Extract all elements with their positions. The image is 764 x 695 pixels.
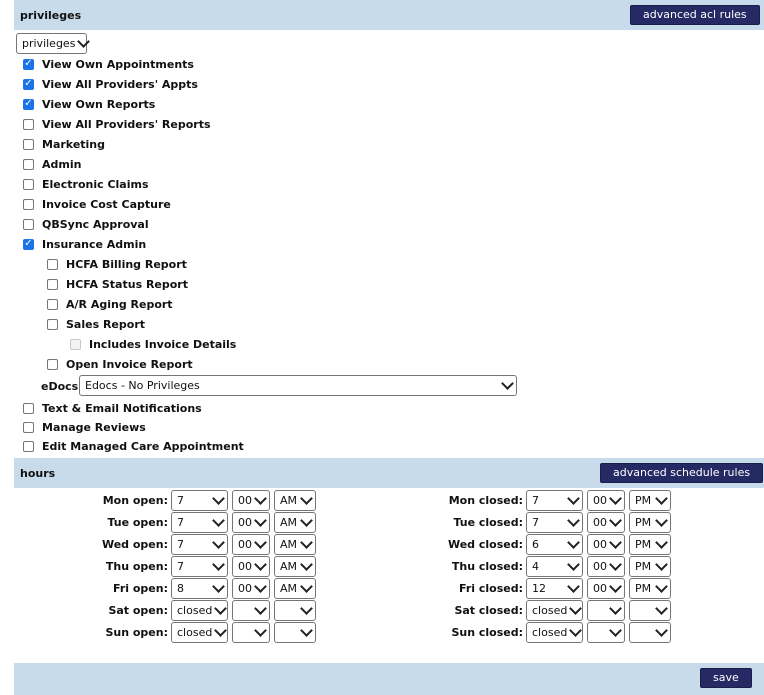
closed-ampm-select[interactable] <box>629 578 671 599</box>
chevron-down-icon <box>300 558 313 571</box>
checkbox[interactable] <box>47 279 58 290</box>
checkbox-label: View Own Appointments <box>42 57 194 71</box>
chevron-down-icon <box>212 536 225 549</box>
privilege-checkbox-row <box>23 438 244 454</box>
chevron-down-icon <box>300 492 313 505</box>
chevron-down-icon <box>655 514 668 527</box>
insurance-sub-checkbox-row <box>47 276 188 292</box>
checkbox-label: Electronic Claims <box>42 177 149 191</box>
privilege-checkbox-row <box>23 76 198 92</box>
edocs-select-value: Edocs - No Privileges <box>85 379 200 392</box>
chevron-down-icon <box>300 536 313 549</box>
closed-minute-select[interactable] <box>587 490 625 511</box>
open-minute-select[interactable] <box>232 622 270 643</box>
day-closed-label: Mon closed: <box>448 494 523 507</box>
closed-hour-select-value: 12 <box>532 582 546 595</box>
checkbox-label: Text & Email Notifications <box>42 401 202 415</box>
closed-ampm-select[interactable] <box>629 534 671 555</box>
day-closed-label: Thu closed: <box>451 560 523 573</box>
closed-ampm-select[interactable] <box>629 556 671 577</box>
open-ampm-select[interactable] <box>274 512 316 533</box>
chevron-down-icon <box>300 624 313 637</box>
chevron-down-icon <box>569 602 582 615</box>
open-ampm-select[interactable] <box>274 556 316 577</box>
insurance-sub-checkbox-row <box>47 256 187 272</box>
checkbox[interactable] <box>23 139 34 150</box>
chevron-down-icon <box>567 558 580 571</box>
open-minute-select-value: 00 <box>238 516 252 529</box>
chevron-down-icon <box>212 558 225 571</box>
closed-ampm-select[interactable] <box>629 600 671 621</box>
chevron-down-icon <box>78 35 91 48</box>
chevron-down-icon <box>655 492 668 505</box>
open-ampm-select-value: AM <box>280 494 298 507</box>
closed-hour-select-value: 7 <box>532 516 539 529</box>
checkbox-label: Open Invoice Report <box>66 357 193 371</box>
day-open-label: Tue open: <box>107 516 168 529</box>
closed-ampm-select-value: PM <box>635 538 652 551</box>
edocs-row <box>41 378 78 394</box>
chevron-down-icon <box>254 536 267 549</box>
chevron-down-icon <box>300 580 313 593</box>
closed-minute-select-value: 00 <box>593 582 607 595</box>
closed-minute-select-value: 00 <box>593 560 607 573</box>
chevron-down-icon <box>254 580 267 593</box>
open-invoice-report-row <box>47 356 193 372</box>
save-button[interactable]: save <box>700 668 752 688</box>
closed-hour-select-value: closed <box>532 604 568 617</box>
closed-hour-select-value: closed <box>532 626 568 639</box>
chevron-down-icon <box>609 580 622 593</box>
checkbox-label: Includes Invoice Details <box>89 337 237 351</box>
chevron-down-icon <box>214 602 227 615</box>
chevron-down-icon <box>254 624 267 637</box>
open-ampm-select[interactable] <box>274 534 316 555</box>
insurance-sub-checkbox-row <box>47 296 173 312</box>
open-hour-select-value: 7 <box>177 560 184 573</box>
chevron-down-icon <box>254 492 267 505</box>
insurance-sub-checkbox-row <box>47 316 145 332</box>
checkbox <box>70 339 81 350</box>
open-hour-select-value: closed <box>177 604 213 617</box>
checkbox[interactable]: ✓ <box>24 78 33 89</box>
closed-minute-select-value: 00 <box>593 538 607 551</box>
closed-ampm-select-value: PM <box>635 582 652 595</box>
checkbox[interactable] <box>23 422 34 433</box>
chevron-down-icon <box>655 624 668 637</box>
open-ampm-select-value: AM <box>280 516 298 529</box>
checkbox-label: Manage Reviews <box>42 420 146 434</box>
closed-hour-select-value: 7 <box>532 494 539 507</box>
closed-minute-select[interactable] <box>587 622 625 643</box>
open-hour-select-value: 7 <box>177 516 184 529</box>
privilege-checkbox-row <box>23 196 171 212</box>
day-closed-label: Wed closed: <box>447 538 523 551</box>
open-hour-select[interactable] <box>171 578 228 599</box>
day-open-label: Sun open: <box>105 626 168 639</box>
checkbox[interactable] <box>23 119 34 130</box>
day-closed-label: Sun closed: <box>451 626 523 639</box>
closed-minute-select[interactable] <box>587 600 625 621</box>
open-minute-select-value: 00 <box>238 582 252 595</box>
closed-minute-select[interactable] <box>587 578 625 599</box>
open-hour-select[interactable] <box>171 490 228 511</box>
open-hour-select[interactable] <box>171 600 228 621</box>
closed-minute-select[interactable] <box>587 512 625 533</box>
privilege-checkbox-row <box>23 176 149 192</box>
privileges-title: privileges <box>20 9 82 22</box>
privilege-checkbox-row <box>23 136 105 152</box>
open-ampm-select[interactable] <box>274 578 316 599</box>
chevron-down-icon <box>655 580 668 593</box>
day-open-label: Fri open: <box>113 582 168 595</box>
privilege-checkbox-row <box>23 96 155 112</box>
edocs-select[interactable] <box>79 375 517 396</box>
privilege-checkbox-row <box>23 236 146 252</box>
closed-ampm-select[interactable] <box>629 622 671 643</box>
open-hour-select-value: 7 <box>177 538 184 551</box>
checkbox[interactable] <box>47 319 58 330</box>
closed-ampm-select[interactable] <box>629 490 671 511</box>
closed-hour-select[interactable] <box>526 600 583 621</box>
footer-bar <box>14 663 764 695</box>
includes-invoice-details-row <box>70 336 236 352</box>
edocs-label: eDocs <box>41 379 79 393</box>
chevron-down-icon <box>567 580 580 593</box>
open-minute-select-value: 00 <box>238 538 252 551</box>
chevron-down-icon <box>212 492 225 505</box>
chevron-down-icon <box>567 514 580 527</box>
chevron-down-icon <box>212 514 225 527</box>
chevron-down-icon <box>567 536 580 549</box>
open-minute-select[interactable] <box>232 512 270 533</box>
chevron-down-icon <box>655 536 668 549</box>
open-hour-select-value: 7 <box>177 494 184 507</box>
privilege-checkbox-row <box>23 400 202 416</box>
open-ampm-select-value: AM <box>280 560 298 573</box>
checkbox[interactable] <box>47 259 58 270</box>
chevron-down-icon <box>254 514 267 527</box>
closed-hour-select[interactable] <box>526 534 583 555</box>
hours-title: hours <box>20 467 56 480</box>
closed-minute-select-value: 00 <box>593 516 607 529</box>
chevron-down-icon <box>501 377 514 390</box>
chevron-down-icon <box>609 492 622 505</box>
checkbox-label: Edit Managed Care Appointment <box>42 439 244 453</box>
checkbox[interactable] <box>47 359 58 370</box>
checkbox[interactable] <box>23 199 34 210</box>
open-minute-select[interactable] <box>232 534 270 555</box>
checkbox-label: View All Providers' Appts <box>42 77 198 91</box>
closed-hour-select[interactable] <box>526 556 583 577</box>
checkbox-label: HCFA Status Report <box>66 277 188 291</box>
open-minute-select-value: 00 <box>238 494 252 507</box>
open-minute-select[interactable] <box>232 578 270 599</box>
open-minute-select[interactable] <box>232 490 270 511</box>
checkbox-label: Invoice Cost Capture <box>42 197 171 211</box>
day-open-label: Wed open: <box>101 538 168 551</box>
day-closed-label: Tue closed: <box>453 516 523 529</box>
closed-hour-select-value: 6 <box>532 538 539 551</box>
open-ampm-select[interactable] <box>274 490 316 511</box>
open-ampm-select-value: AM <box>280 582 298 595</box>
open-hour-select-value: 8 <box>177 582 184 595</box>
open-hour-select[interactable] <box>171 622 228 643</box>
chevron-down-icon <box>254 558 267 571</box>
closed-hour-select[interactable] <box>526 512 583 533</box>
checkbox-label: Marketing <box>42 137 106 151</box>
checkbox-label: View All Providers' Reports <box>42 117 211 131</box>
checkbox[interactable]: ✓ <box>24 58 33 69</box>
closed-hour-select[interactable] <box>526 490 583 511</box>
closed-ampm-select-value: PM <box>635 560 652 573</box>
privileges-select-value: privileges <box>22 37 76 50</box>
advanced-schedule-rules-button[interactable]: advanced schedule rules <box>600 463 763 483</box>
checkbox[interactable] <box>47 299 58 310</box>
checkbox[interactable]: ✓ <box>24 98 33 109</box>
day-open-label: Mon open: <box>102 494 168 507</box>
chevron-down-icon <box>655 602 668 615</box>
chevron-down-icon <box>609 624 622 637</box>
privileges-section-header <box>14 0 764 30</box>
day-open-label: Sat open: <box>108 604 168 617</box>
closed-ampm-select-value: PM <box>635 494 652 507</box>
chevron-down-icon <box>655 558 668 571</box>
day-closed-label: Sat closed: <box>454 604 523 617</box>
open-ampm-select-value: AM <box>280 538 298 551</box>
open-minute-select[interactable] <box>232 556 270 577</box>
closed-minute-select[interactable] <box>587 556 625 577</box>
checkbox-label: HCFA Billing Report <box>66 257 187 271</box>
closed-hour-select[interactable] <box>526 622 583 643</box>
closed-minute-select[interactable] <box>587 534 625 555</box>
checkbox[interactable] <box>23 179 34 190</box>
closed-hour-select[interactable] <box>526 578 583 599</box>
checkbox[interactable] <box>23 403 34 414</box>
chevron-down-icon <box>609 602 622 615</box>
closed-hour-select-value: 4 <box>532 560 539 573</box>
privilege-checkbox-row <box>23 156 81 172</box>
chevron-down-icon <box>214 624 227 637</box>
checkbox-label: A/R Aging Report <box>66 297 173 311</box>
chevron-down-icon <box>567 492 580 505</box>
open-minute-select-value: 00 <box>238 560 252 573</box>
open-hour-select[interactable] <box>171 534 228 555</box>
closed-ampm-select-value: PM <box>635 516 652 529</box>
advanced-acl-rules-button[interactable]: advanced acl rules <box>630 5 760 25</box>
open-hour-select-value: closed <box>177 626 213 639</box>
privilege-checkbox-row <box>23 116 211 132</box>
checkbox[interactable] <box>23 159 34 170</box>
checkbox-label: View Own Reports <box>42 97 156 111</box>
checkbox[interactable]: ✓ <box>24 238 33 249</box>
privilege-checkbox-row <box>23 216 149 232</box>
chevron-down-icon <box>254 602 267 615</box>
privilege-checkbox-row <box>23 56 194 72</box>
closed-ampm-select[interactable] <box>629 512 671 533</box>
hours-section-header <box>14 458 764 488</box>
checkbox[interactable] <box>23 441 34 452</box>
chevron-down-icon <box>212 580 225 593</box>
privilege-checkbox-row <box>23 419 146 435</box>
chevron-down-icon <box>300 602 313 615</box>
checkbox-label: QBSync Approval <box>42 217 149 231</box>
open-hour-select[interactable] <box>171 556 228 577</box>
open-hour-select[interactable] <box>171 512 228 533</box>
chevron-down-icon <box>300 514 313 527</box>
checkbox-label: Insurance Admin <box>42 237 147 251</box>
checkbox[interactable] <box>23 219 34 230</box>
chevron-down-icon <box>609 558 622 571</box>
privileges-select[interactable] <box>16 33 87 54</box>
open-ampm-select[interactable] <box>274 600 316 621</box>
day-open-label: Thu open: <box>105 560 168 573</box>
chevron-down-icon <box>569 624 582 637</box>
day-closed-label: Fri closed: <box>459 582 523 595</box>
closed-minute-select-value: 00 <box>593 494 607 507</box>
checkbox-label: Admin <box>42 157 82 171</box>
chevron-down-icon <box>609 536 622 549</box>
checkbox-label: Sales Report <box>66 317 145 331</box>
chevron-down-icon <box>609 514 622 527</box>
open-minute-select[interactable] <box>232 600 270 621</box>
open-ampm-select[interactable] <box>274 622 316 643</box>
